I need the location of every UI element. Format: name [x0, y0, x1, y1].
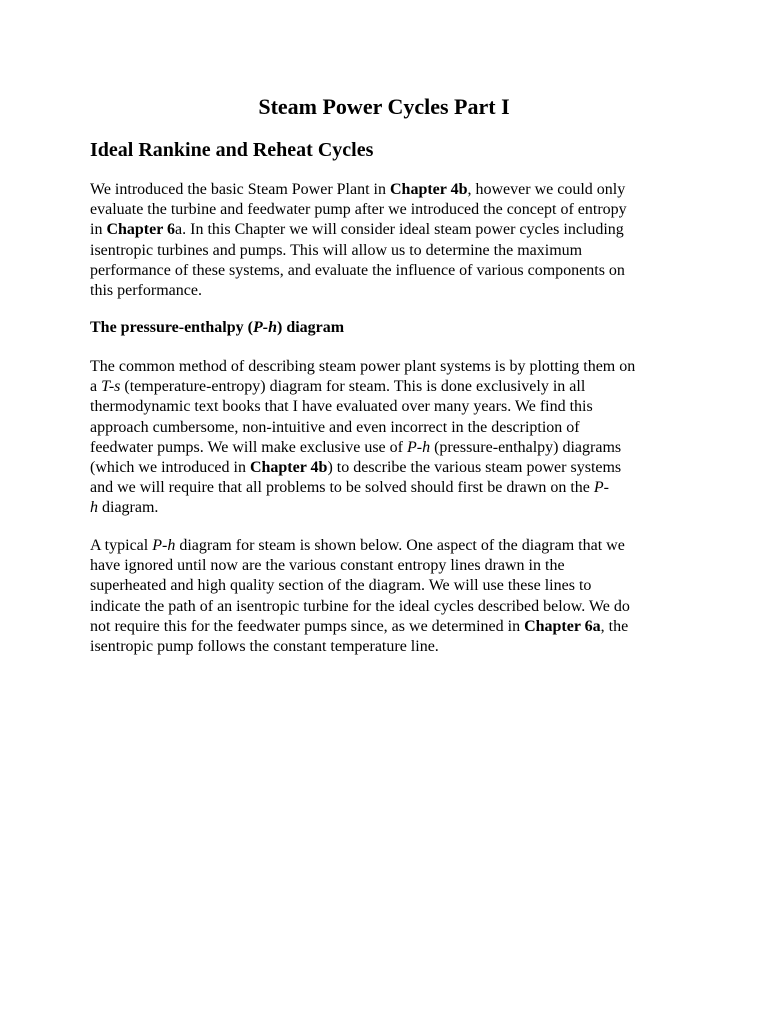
- text-line: [90, 536, 690, 556]
- text-line: have ignored until now are the various constant entropy lines drawn in the: [90, 557, 565, 575]
- chapter-reference: Chapter 6a: [524, 617, 601, 635]
- text-run: The pressure-enthalpy (: [90, 319, 253, 336]
- italic-term: P-h: [406, 438, 431, 456]
- section-heading: Ideal Rankine and Reheat Cycles: [90, 139, 374, 161]
- text-line: [90, 458, 690, 478]
- text-run: , the: [600, 617, 629, 635]
- text-run: diagram.: [98, 499, 159, 517]
- text-run: and we will require that all problems to be solved should first be drawn on the: [90, 479, 594, 497]
- italic-term: P-h: [252, 319, 277, 336]
- italic-term: h: [90, 499, 98, 517]
- text-line: [90, 220, 690, 240]
- chapter-reference: Chapter 6: [106, 221, 176, 239]
- text-line: indicate the path of an isentropic turbine for the ideal cycles described below. We do: [90, 597, 630, 615]
- text-line: this performance.: [90, 282, 202, 300]
- text-line: performance of these systems, and evaluate the influence of various components on: [90, 261, 625, 279]
- paragraph-intro: [90, 180, 690, 301]
- text-run: (pressure-enthalpy) diagrams: [430, 438, 622, 456]
- paragraph-typical-diagram: [90, 536, 690, 657]
- text-line: [90, 617, 690, 637]
- text-line: isentropic pump follows the constant temperature line.: [90, 638, 439, 656]
- text-run: feedwater pumps. We will make exclusive use of: [90, 438, 407, 456]
- text-line: [90, 180, 690, 200]
- text-line: thermodynamic text books that I have evaluated over many years. We find this: [90, 398, 593, 416]
- text-run: A typical: [90, 537, 153, 554]
- text-line: isentropic turbines and pumps. This will allow us to determine the maximum: [90, 241, 583, 259]
- text-run: a: [90, 378, 102, 396]
- page-title: Steam Power Cycles Part I: [258, 94, 510, 119]
- chapter-reference: Chapter 4b: [389, 181, 468, 198]
- italic-term: P-: [593, 479, 609, 497]
- text-run: (temperature-entropy) diagram for steam. This is done exclusively in all: [120, 378, 586, 396]
- text-run: a. In this Chapter we will consider ideal steam power cycles including: [175, 221, 624, 239]
- italic-term: T-s: [101, 378, 121, 396]
- text-run: ) to describe the various steam power systems: [327, 459, 622, 477]
- text-line: [90, 498, 690, 518]
- text-line: superheated and high quality section of the diagram. We will use these lines to: [90, 577, 592, 595]
- text-run: not require this for the feedwater pumps since, as we determined in: [90, 617, 525, 635]
- text-run: diagram for steam is shown below. One aspect of the diagram that we: [175, 537, 625, 554]
- text-run: in: [90, 221, 107, 239]
- italic-term: P-h: [152, 537, 176, 554]
- text-line: [90, 377, 690, 397]
- text-line: approach cumbersome, non-intuitive and even incorrect in the description of: [90, 418, 580, 436]
- text-line: [90, 438, 690, 458]
- chapter-reference: Chapter 4b: [249, 459, 328, 477]
- sub-heading: [90, 318, 344, 338]
- text-run: , however we could only: [467, 181, 626, 198]
- text-run: ) diagram: [276, 319, 345, 336]
- text-line: The common method of describing steam power plant systems is by plotting them on: [90, 358, 636, 375]
- text-run: (which we introduced in: [90, 459, 250, 477]
- paragraph-ph-method: [90, 357, 690, 519]
- text-run: We introduced the basic Steam Power Plant in: [90, 181, 390, 198]
- text-line: [90, 478, 690, 498]
- text-line: evaluate the turbine and feedwater pump after we introduced the concept of entropy: [90, 201, 627, 219]
